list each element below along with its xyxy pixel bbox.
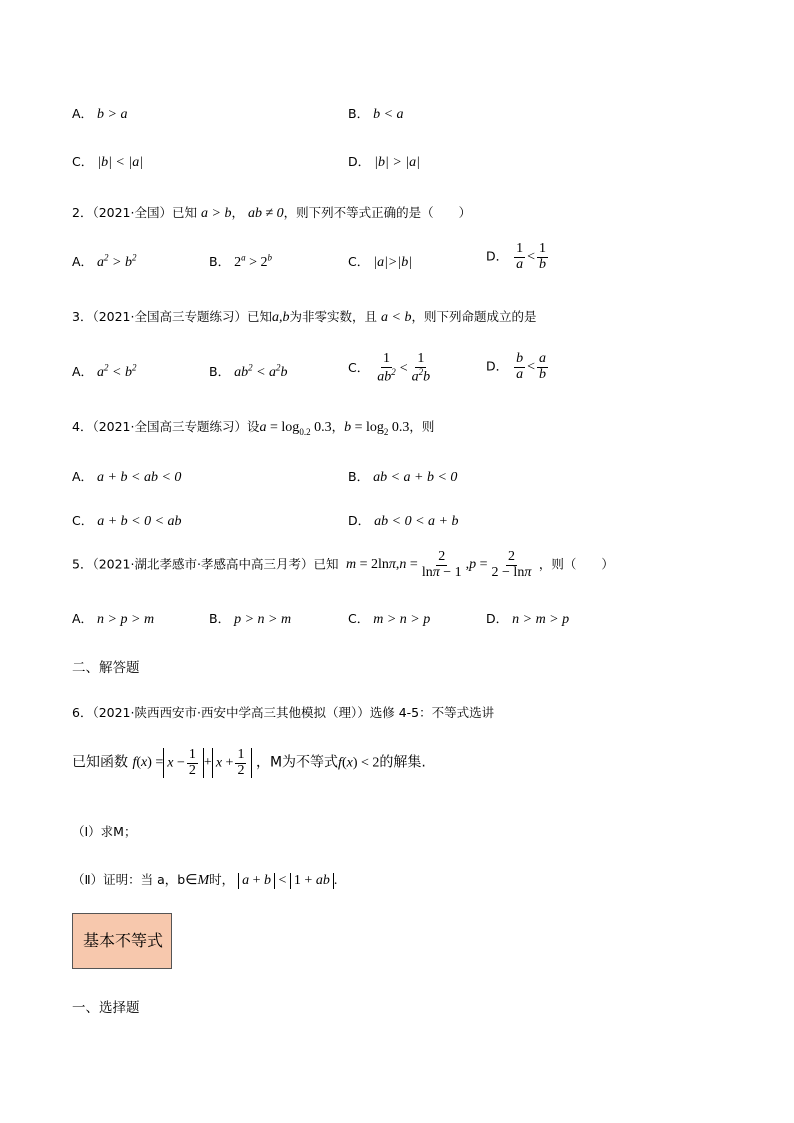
expr-a: $a = \log_{0.2} 0.3$ bbox=[259, 420, 332, 437]
question-text: 为非零实数，且 bbox=[289, 309, 378, 324]
option-label: D． bbox=[348, 513, 371, 528]
option-label: A． bbox=[72, 254, 94, 269]
q4-option-b bbox=[348, 467, 457, 486]
option-expr: $a^2 < b^2$ bbox=[97, 362, 137, 380]
question-source: （2021·全国高三专题练习） bbox=[92, 419, 247, 434]
option-expr: b < a bbox=[373, 107, 404, 122]
question-number: 6． bbox=[72, 705, 93, 720]
question-text: ，则下列不等式正确的是（ ） bbox=[283, 205, 472, 220]
membership-expr: ∈M bbox=[185, 873, 210, 888]
question-text: 已知 bbox=[172, 205, 198, 220]
option-label: D． bbox=[348, 154, 371, 169]
option-expr: n > p > m bbox=[97, 612, 155, 627]
q4-option-a bbox=[72, 467, 181, 486]
proof-expr: a + b < 1 + ab . bbox=[238, 873, 337, 888]
option-expr: $a^2 > b^2$ bbox=[97, 252, 137, 270]
fraction: $\frac{1}{a}$ bbox=[516, 241, 524, 272]
condition: a < b bbox=[381, 310, 412, 325]
fraction: $\frac{1}{ab^2}$ bbox=[377, 351, 396, 385]
option-label: C． bbox=[72, 154, 94, 169]
condition: ab ≠ 0 bbox=[247, 206, 284, 221]
option-label: D． bbox=[486, 248, 509, 264]
q6-stem bbox=[72, 703, 494, 721]
condition-expr: m = 2lnπ,n = $\frac{2}{\ln\pi - 1}$ ,p = $\frac{2}{2 - \ln\pi}$ bbox=[345, 549, 532, 580]
question-source: （2021·陕西西安市·西安中学高三其他模拟（理）） bbox=[92, 705, 370, 720]
option-label: B． bbox=[348, 106, 370, 121]
section-heading: 一、选择题 bbox=[72, 1000, 140, 1016]
q6-given bbox=[72, 748, 426, 778]
q5-option-c bbox=[348, 609, 430, 628]
option-expr: $ab^2 < a^2b$ bbox=[234, 362, 288, 380]
question-number: 4． bbox=[72, 419, 93, 434]
q3-option-d: D． $\frac{b}{a}$ < $\frac{a}{b}$ bbox=[486, 351, 547, 382]
question-topic: 选修 4-5：不等式选讲 bbox=[369, 705, 495, 720]
option-label: D． bbox=[486, 611, 509, 626]
function-expr: f(x) = x − $\frac{1}{2}$ + x + $\frac{1}{2}$ bbox=[132, 755, 256, 770]
question-number: 2． bbox=[72, 205, 93, 220]
q3-stem bbox=[72, 307, 536, 326]
separator: ， bbox=[331, 419, 345, 434]
option-label: D． bbox=[486, 358, 509, 374]
fraction: $\frac{a}{b}$ bbox=[539, 351, 547, 382]
option-label: C． bbox=[348, 611, 370, 626]
q3-option-c: C． $\frac{1}{ab^2}$ < $\frac{1}{a^2b}$ bbox=[348, 351, 431, 385]
option-expr: a + b < 0 < ab bbox=[97, 514, 182, 529]
q2-option-c bbox=[348, 252, 412, 271]
section-title: 基本不等式 bbox=[83, 931, 164, 950]
option-label: A． bbox=[72, 106, 94, 121]
q1-option-a bbox=[72, 104, 128, 123]
option-expr: ab < 0 < a + b bbox=[374, 514, 459, 529]
question-text: ，则（ ） bbox=[538, 556, 614, 572]
q6-part1: （Ⅰ）求M； bbox=[72, 824, 137, 839]
inequality-expr: f(x) < 2 bbox=[338, 755, 380, 771]
variables: a,b bbox=[272, 310, 290, 325]
q1-option-b bbox=[348, 104, 404, 123]
option-label: C． bbox=[348, 360, 370, 376]
question-text: 设 bbox=[247, 419, 260, 434]
fraction: $\frac{2}{\ln\pi - 1}$ bbox=[421, 549, 462, 580]
option-label: C． bbox=[348, 254, 370, 269]
q4-option-c bbox=[72, 511, 182, 530]
condition: a > b bbox=[201, 206, 232, 221]
option-label: A． bbox=[72, 469, 94, 484]
q4-stem bbox=[72, 417, 434, 437]
option-expr: ab < a + b < 0 bbox=[373, 470, 458, 485]
question-number: 5． bbox=[72, 556, 93, 572]
option-expr: p > n > m bbox=[234, 612, 292, 627]
question-text: ，则 bbox=[409, 419, 435, 434]
q3-option-a bbox=[72, 362, 137, 381]
expr-b: $b = \log_2 0.3$ bbox=[344, 420, 410, 437]
option-label: B． bbox=[209, 254, 231, 269]
option-label: A． bbox=[72, 364, 94, 379]
option-expr: b > a bbox=[97, 107, 128, 122]
question-source: （2021·全国） bbox=[92, 205, 172, 220]
section-title-box bbox=[72, 913, 172, 969]
q2-option-b bbox=[209, 252, 272, 271]
question-source: （2021·湖北孝感市·孝感高中高三月考） bbox=[92, 556, 314, 572]
question-text: （Ⅱ）证明：当 a，b bbox=[72, 872, 186, 887]
question-number: 3． bbox=[72, 309, 93, 324]
option-label: B． bbox=[209, 364, 231, 379]
question-text: 已知 bbox=[247, 309, 273, 324]
option-label: B． bbox=[348, 469, 370, 484]
question-text: ，M为不等式 bbox=[255, 754, 339, 771]
q5-option-b bbox=[209, 609, 291, 628]
option-expr: $2^a > 2^b$ bbox=[234, 252, 272, 270]
q5-option-d bbox=[486, 609, 569, 628]
q3-option-b bbox=[209, 362, 288, 381]
question-text: 时， bbox=[209, 872, 235, 887]
fraction: $\frac{2}{2 - \ln\pi}$ bbox=[491, 549, 532, 580]
q1-option-c bbox=[72, 152, 143, 171]
option-expr: |b| > |a| bbox=[374, 155, 420, 170]
option-label: C． bbox=[72, 513, 94, 528]
section-heading: 二、解答题 bbox=[72, 660, 140, 676]
fraction: $\frac{1}{b}$ bbox=[539, 241, 547, 272]
option-expr: |b| < |a| bbox=[97, 155, 144, 170]
option-label: B． bbox=[209, 611, 231, 626]
option-expr: m > n > p bbox=[373, 612, 431, 627]
fraction: $\frac{b}{a}$ bbox=[516, 351, 524, 382]
q1-option-d bbox=[348, 152, 420, 171]
question-text: ，则下列命题成立的是 bbox=[411, 309, 537, 324]
q2-option-a bbox=[72, 252, 137, 271]
question-text: 已知 bbox=[313, 556, 339, 572]
question-text: 的解集. bbox=[379, 754, 426, 771]
q4-option-d bbox=[348, 511, 458, 530]
separator: ， bbox=[231, 205, 244, 220]
question-source: （2021·全国高三专题练习） bbox=[92, 309, 247, 324]
question-text: 已知函数 bbox=[72, 754, 128, 771]
option-expr: |a|>|b| bbox=[373, 255, 413, 270]
option-expr: n > m > p bbox=[512, 612, 570, 627]
q2-stem bbox=[72, 203, 471, 222]
q6-part2 bbox=[72, 870, 337, 889]
option-expr: a + b < ab < 0 bbox=[97, 470, 182, 485]
fraction: $\frac{1}{a^2b}$ bbox=[411, 351, 431, 385]
q5-stem bbox=[72, 550, 614, 580]
option-label: A． bbox=[72, 611, 94, 626]
q5-option-a bbox=[72, 609, 154, 628]
q2-option-d: D． $\frac{1}{a}$ < $\frac{1}{b}$ bbox=[486, 241, 547, 272]
